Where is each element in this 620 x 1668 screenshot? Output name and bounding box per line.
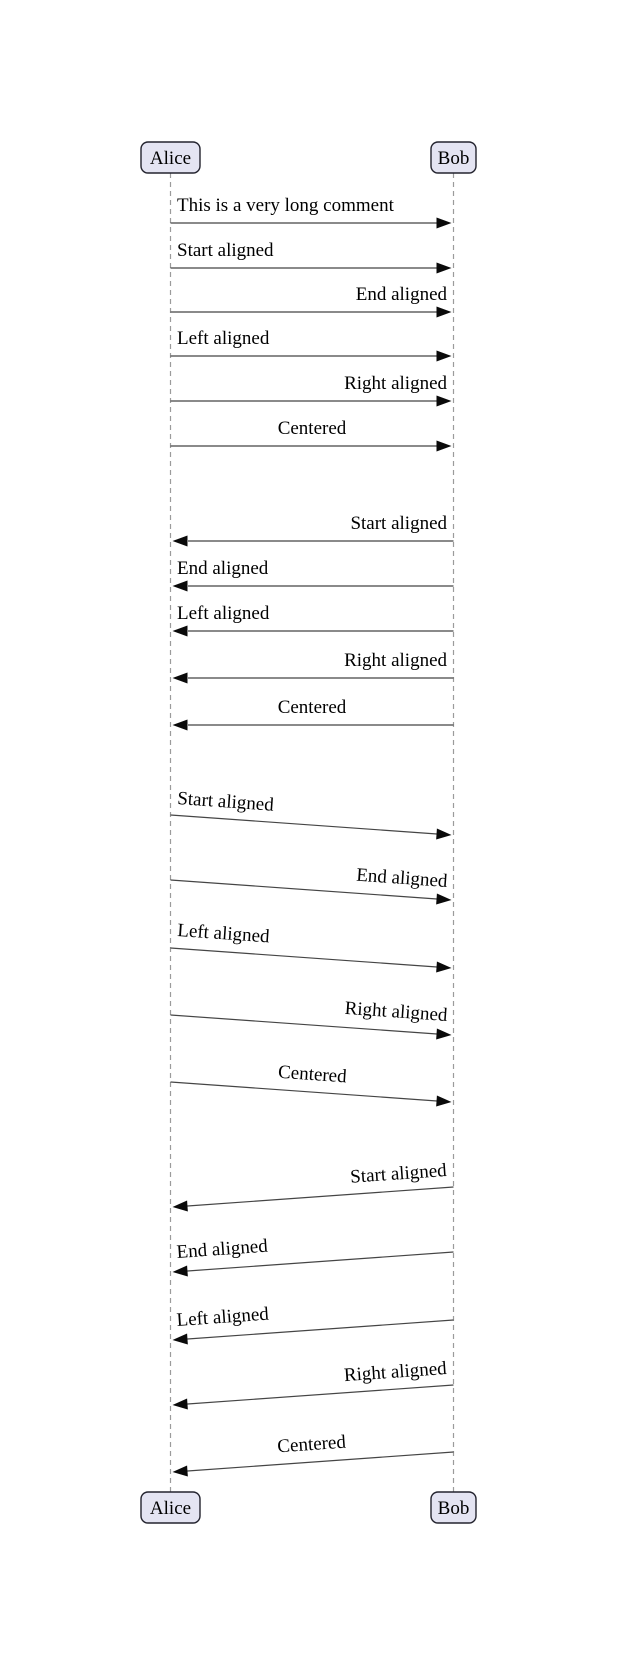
arrowhead-right-icon bbox=[436, 1095, 452, 1107]
arrowhead-left-icon bbox=[173, 581, 188, 592]
arrowhead-right-icon bbox=[436, 828, 452, 840]
message-label: End aligned bbox=[355, 864, 449, 892]
message-label: Right aligned bbox=[344, 373, 447, 394]
message bbox=[172, 1160, 453, 1212]
arrowhead-right-icon bbox=[437, 263, 452, 274]
arrowhead-right-icon bbox=[437, 351, 452, 362]
message-label: Centered bbox=[277, 418, 347, 439]
arrowhead-left-icon bbox=[173, 626, 188, 637]
participant-bottom-bob bbox=[431, 1492, 476, 1523]
message-label: End aligned bbox=[175, 1235, 269, 1263]
message bbox=[171, 240, 452, 274]
message-label: Start aligned bbox=[177, 240, 274, 261]
message bbox=[173, 650, 454, 684]
message-label: Left aligned bbox=[177, 603, 270, 624]
message bbox=[172, 1432, 453, 1478]
arrowhead-left-icon bbox=[172, 1398, 188, 1410]
arrowhead-left-icon bbox=[172, 1333, 188, 1345]
message bbox=[173, 603, 454, 637]
arrowhead-left-icon bbox=[172, 1200, 188, 1212]
message-label: Start aligned bbox=[349, 1160, 448, 1188]
message-label: Centered bbox=[277, 1061, 348, 1088]
message-label: Right aligned bbox=[343, 1358, 448, 1387]
participant-label: Bob bbox=[437, 148, 470, 169]
participant-top-alice bbox=[141, 142, 200, 173]
message-label: Start aligned bbox=[350, 513, 447, 534]
message bbox=[171, 998, 452, 1041]
arrowhead-left-icon bbox=[173, 536, 188, 547]
message bbox=[171, 1062, 452, 1108]
arrowhead-left-icon bbox=[173, 720, 188, 731]
arrowhead-right-icon bbox=[437, 307, 452, 318]
message-label: End aligned bbox=[355, 284, 447, 305]
message-line bbox=[188, 1452, 454, 1471]
participant-bottom-alice bbox=[141, 1492, 200, 1523]
message-line bbox=[171, 948, 438, 967]
message bbox=[173, 513, 454, 547]
message-line bbox=[171, 815, 438, 834]
message-line bbox=[188, 1187, 454, 1206]
message bbox=[171, 373, 452, 407]
arrowhead-right-icon bbox=[437, 218, 452, 229]
message-label: Left aligned bbox=[175, 1303, 270, 1331]
message-label: Left aligned bbox=[177, 328, 270, 349]
participant-label: Bob bbox=[437, 1498, 470, 1519]
message-line bbox=[171, 1082, 438, 1101]
message bbox=[171, 284, 452, 318]
arrowhead-left-icon bbox=[173, 673, 188, 684]
message bbox=[172, 1236, 453, 1278]
participant-label: Alice bbox=[149, 1498, 192, 1519]
message bbox=[173, 697, 454, 731]
message bbox=[173, 558, 454, 592]
arrowhead-right-icon bbox=[437, 441, 452, 452]
message-label: Left aligned bbox=[176, 920, 271, 948]
arrowhead-right-icon bbox=[436, 1028, 452, 1040]
participant-label: Alice bbox=[149, 148, 192, 169]
message-label: Centered bbox=[276, 1431, 347, 1458]
message bbox=[171, 920, 452, 973]
message bbox=[172, 1304, 453, 1346]
message bbox=[171, 865, 452, 906]
message-label: Start aligned bbox=[176, 788, 275, 816]
message bbox=[171, 195, 452, 229]
message-label: Right aligned bbox=[343, 997, 449, 1026]
message-label: End aligned bbox=[177, 558, 269, 579]
message bbox=[171, 328, 452, 362]
arrowhead-right-icon bbox=[436, 893, 452, 905]
message-label: Right aligned bbox=[344, 650, 447, 671]
message bbox=[171, 788, 452, 840]
message-line bbox=[188, 1385, 454, 1404]
message bbox=[171, 418, 452, 452]
message bbox=[172, 1358, 453, 1410]
arrowhead-right-icon bbox=[437, 396, 452, 407]
participant-top-bob bbox=[431, 142, 476, 173]
arrowhead-left-icon bbox=[172, 1465, 188, 1477]
message-label: This is a very long comment bbox=[177, 195, 394, 216]
message-label: Centered bbox=[277, 697, 347, 718]
arrowhead-right-icon bbox=[436, 961, 452, 973]
arrowhead-left-icon bbox=[172, 1265, 188, 1277]
